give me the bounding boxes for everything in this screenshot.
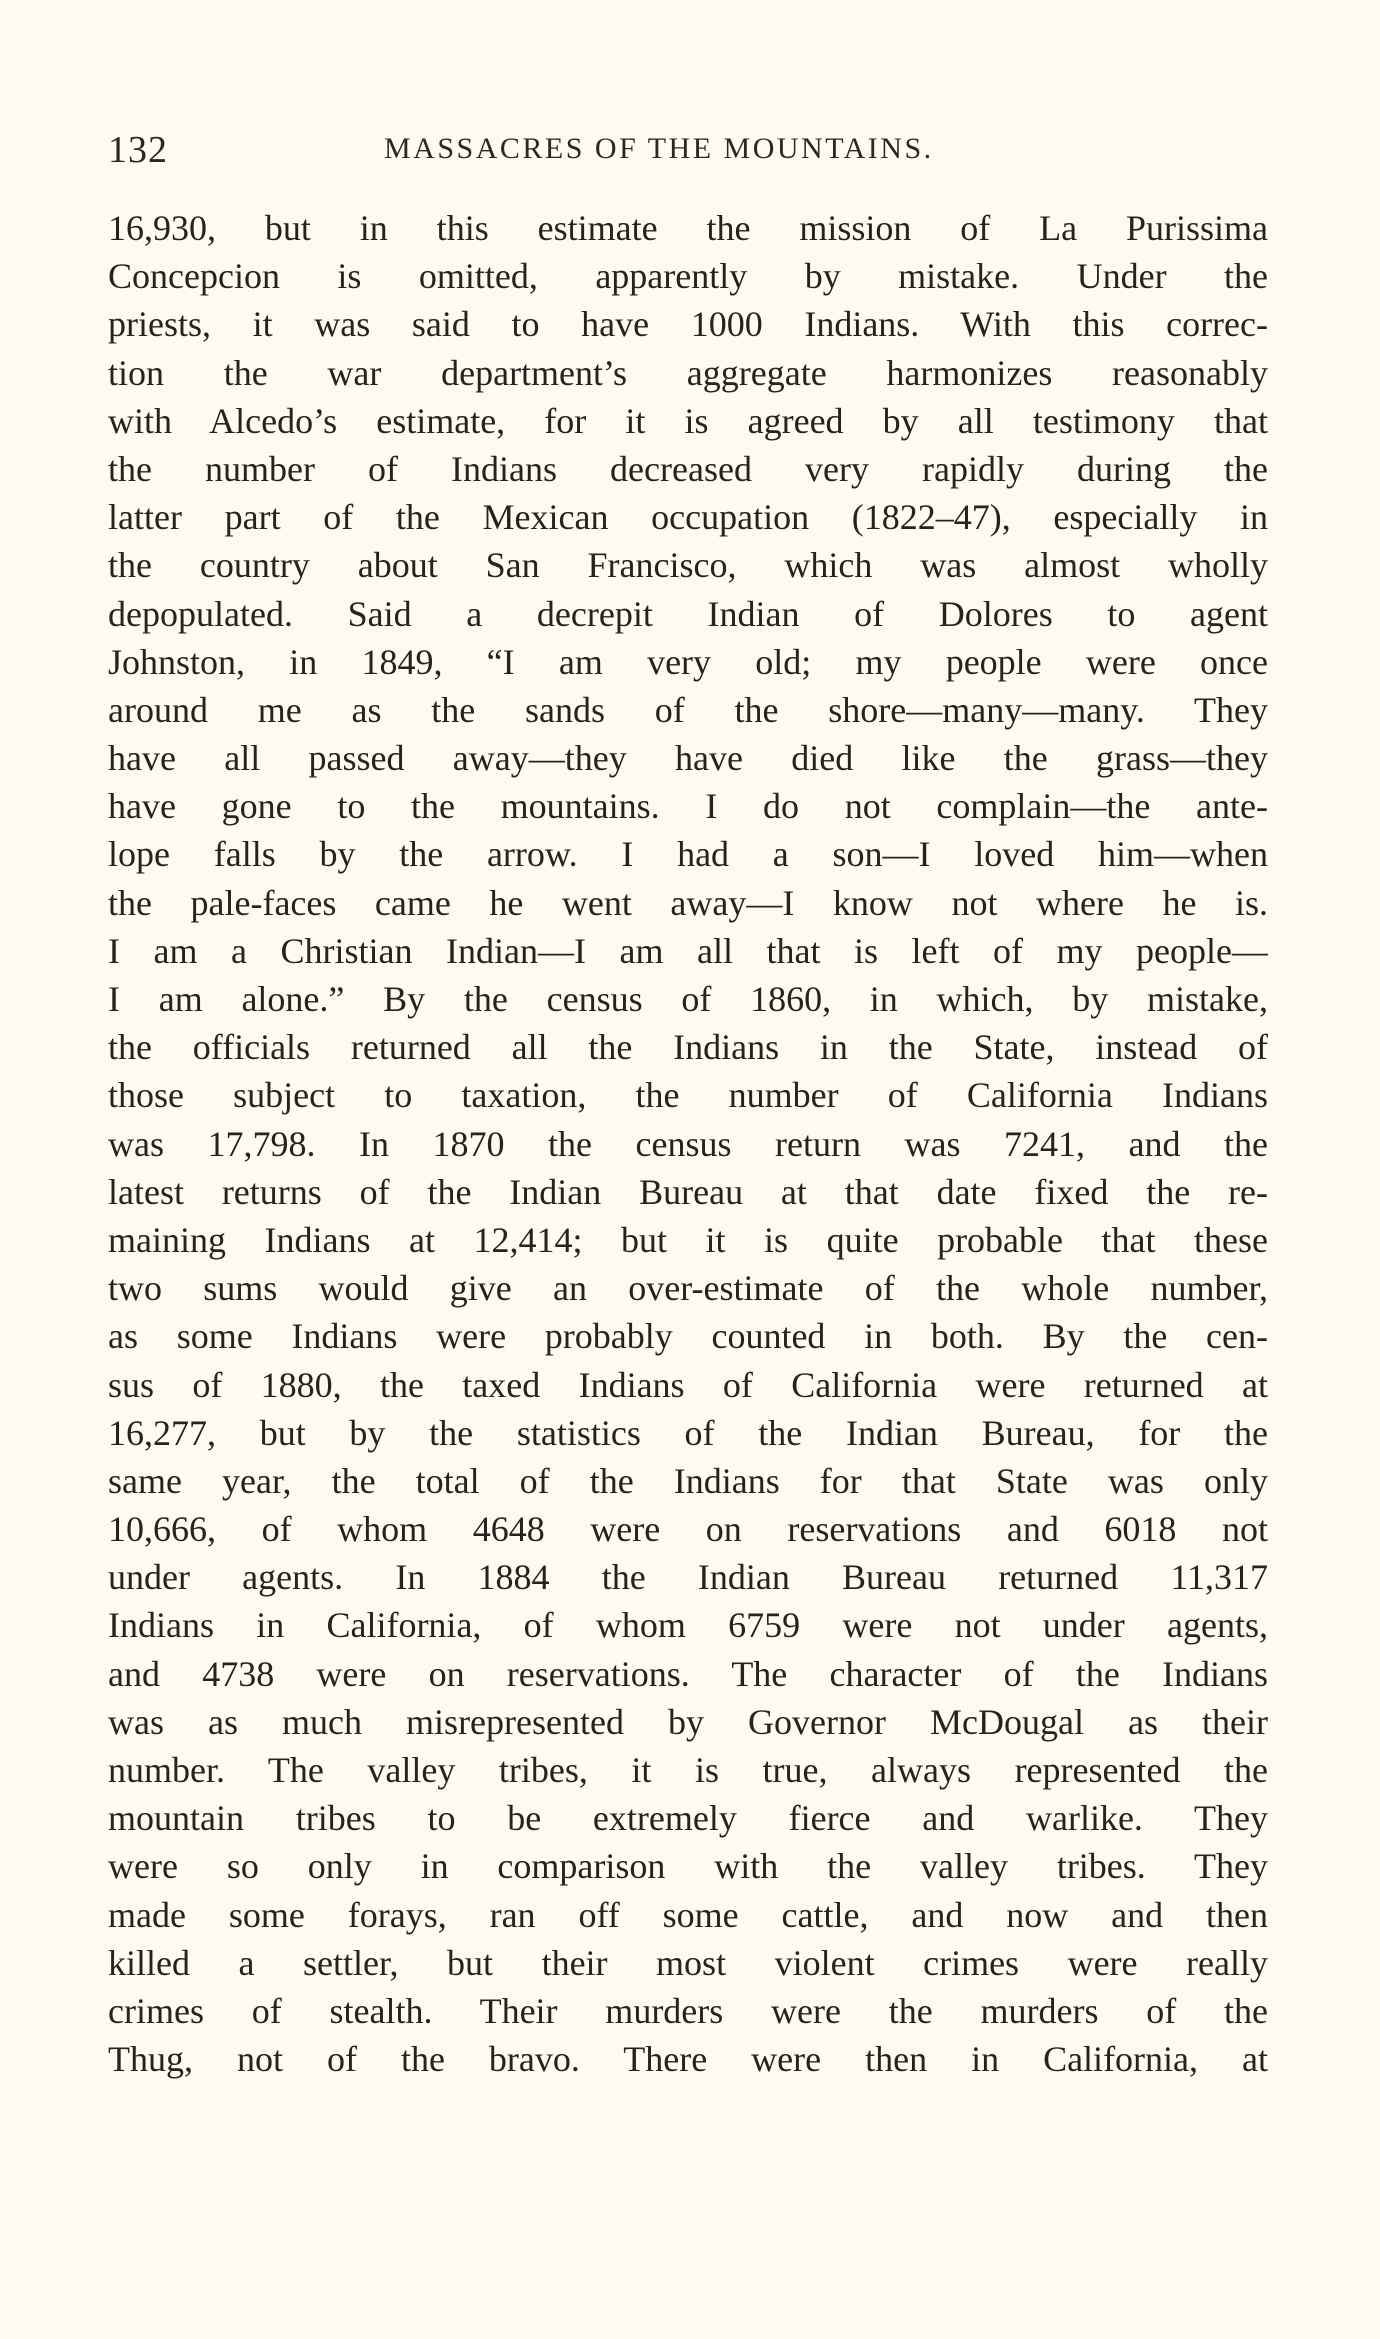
text-line: killed a settler, but their most violent crimes were really: [108, 1942, 1268, 1983]
text-line: Concepcion is omitted, apparently by mistake. Under the: [108, 256, 1268, 297]
text-line: priests, it was said to have 1000 Indians. With this correc-: [108, 304, 1268, 345]
text-line: tion the war department’s aggregate harmonizes reasonably: [108, 352, 1268, 393]
text-line: and 4738 were on reservations. The character of the Indians: [108, 1653, 1268, 1694]
text-line: latter part of the Mexican occupation (1822–47), especially in: [108, 497, 1268, 538]
text-line: I am alone.” By the census of 1860, in which, by mistake,: [108, 979, 1268, 1019]
text-line: latest returns of the Indian Bureau at that date fixed the re-: [108, 1171, 1268, 1212]
text-line: the officials returned all the Indians in the State, instead of: [108, 1027, 1268, 1068]
text-line: crimes of stealth. Their murders were the murders of the: [108, 1990, 1268, 2031]
text-line: the country about San Francisco, which was almost wholly: [108, 545, 1268, 586]
text-line: 16,930, but in this estimate the mission of La Purissima: [108, 208, 1268, 248]
text-line: was as much misrepresented by Governor McDougal as their: [108, 1701, 1268, 1742]
text-line: 10,666, of whom 4648 were on reservations and 6018 not: [108, 1509, 1268, 1550]
text-line: two sums would give an over-estimate of the whole number,: [108, 1268, 1268, 1309]
text-line: made some forays, ran off some cattle, and now and then: [108, 1894, 1268, 1935]
text-line: Thug, not of the bravo. There were then in California, at: [108, 2039, 1268, 2080]
text-line: as some Indians were probably counted in both. By the cen-: [108, 1316, 1268, 1357]
text-line: 16,277, but by the statistics of the Indian Bureau, for the: [108, 1412, 1268, 1453]
text-line: under agents. In 1884 the Indian Bureau returned 11,317: [108, 1557, 1268, 1598]
text-line: depopulated. Said a decrepit Indian of Dolores to agent: [108, 593, 1268, 634]
text-line: same year, the total of the Indians for that State was only: [108, 1460, 1268, 1501]
text-line: Johnston, in 1849, “I am very old; my people were once: [108, 641, 1268, 682]
text-line: have gone to the mountains. I do not complain—the ante-: [108, 786, 1268, 827]
running-head: [108, 128, 1268, 178]
text-line: were so only in comparison with the valley tribes. They: [108, 1846, 1268, 1887]
text-line: with Alcedo’s estimate, for it is agreed by all testimony that: [108, 400, 1268, 441]
running-title: MASSACRES OF THE MOUNTAINS.: [384, 132, 934, 165]
text-line: sus of 1880, the taxed Indians of California were returned at: [108, 1364, 1268, 1405]
text-line: those subject to taxation, the number of California Indians: [108, 1075, 1268, 1116]
text-line: Indians in California, of whom 6759 were not under agents,: [108, 1605, 1268, 1646]
text-line: around me as the sands of the shore—many—many. They: [108, 689, 1268, 730]
text-line: maining Indians at 12,414; but it is quite probable that these: [108, 1219, 1268, 1260]
text-line: lope falls by the arrow. I had a son—I loved him—when: [108, 834, 1268, 875]
text-line: the number of Indians decreased very rapidly during the: [108, 448, 1268, 489]
text-line: was 17,798. In 1870 the census return was 7241, and the: [108, 1123, 1268, 1164]
text-line: I am a Christian Indian—I am all that is left of my people—: [108, 930, 1268, 971]
text-line: the pale-faces came he went away—I know not where he is.: [108, 882, 1268, 923]
text-line: mountain tribes to be extremely fierce and warlike. They: [108, 1798, 1268, 1839]
text-line: have all passed away—they have died like the grass—they: [108, 738, 1268, 779]
page-number: 132: [108, 129, 168, 171]
body-text: [108, 204, 1268, 2083]
text-line: number. The valley tribes, it is true, always represented the: [108, 1750, 1268, 1790]
